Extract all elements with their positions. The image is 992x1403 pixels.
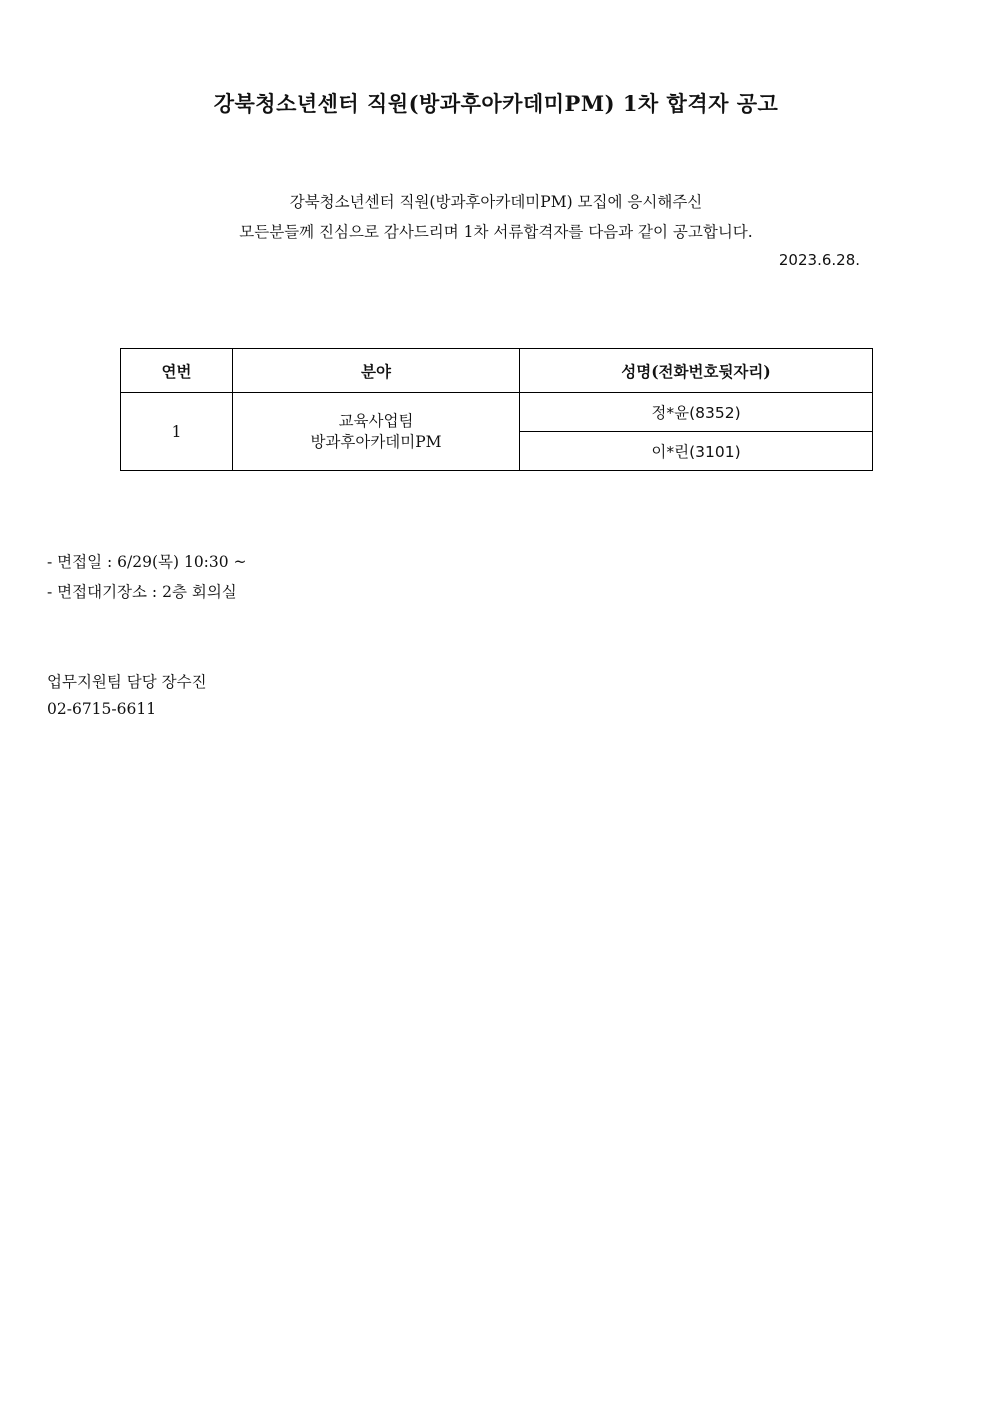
announcement-date: 2023.6.28. <box>778 251 860 269</box>
contact-phone: 02-6715-6611 <box>47 700 157 718</box>
table-header-row <box>121 349 873 393</box>
interview-date-note: - 면접일 : 6/29(목) 10:30 ~ <box>47 553 247 571</box>
waiting-room-note: - 면접대기장소 : 2층 회의실 <box>47 583 237 601</box>
contact-person: 업무지원팀 담당 장수진 <box>47 673 207 691</box>
page-title: 강북청소년센터 직원(방과후아카데미PM) 1차 합격자 공고 <box>213 91 779 116</box>
field-team: 교육사업팀 <box>338 411 414 430</box>
intro-line-2: 모든분들께 진심으로 감사드리며 1차 서류합격자를 다음과 같이 공고합니다. <box>239 223 753 241</box>
row-field <box>233 393 520 471</box>
applicant-table <box>120 348 873 471</box>
table-row <box>121 393 873 432</box>
row-number: 1 <box>121 393 233 471</box>
applicant-name: 이*린(3101) <box>520 432 873 471</box>
field-position: 방과후아카데미PM <box>310 432 442 451</box>
applicant-name: 정*윤(8352) <box>520 393 873 432</box>
header-number: 연번 <box>121 349 233 393</box>
header-name: 성명(전화번호뒷자리) <box>520 349 873 393</box>
header-field: 분야 <box>233 349 520 393</box>
intro-line-1: 강북청소년센터 직원(방과후아카데미PM) 모집에 응시해주신 <box>289 193 703 211</box>
